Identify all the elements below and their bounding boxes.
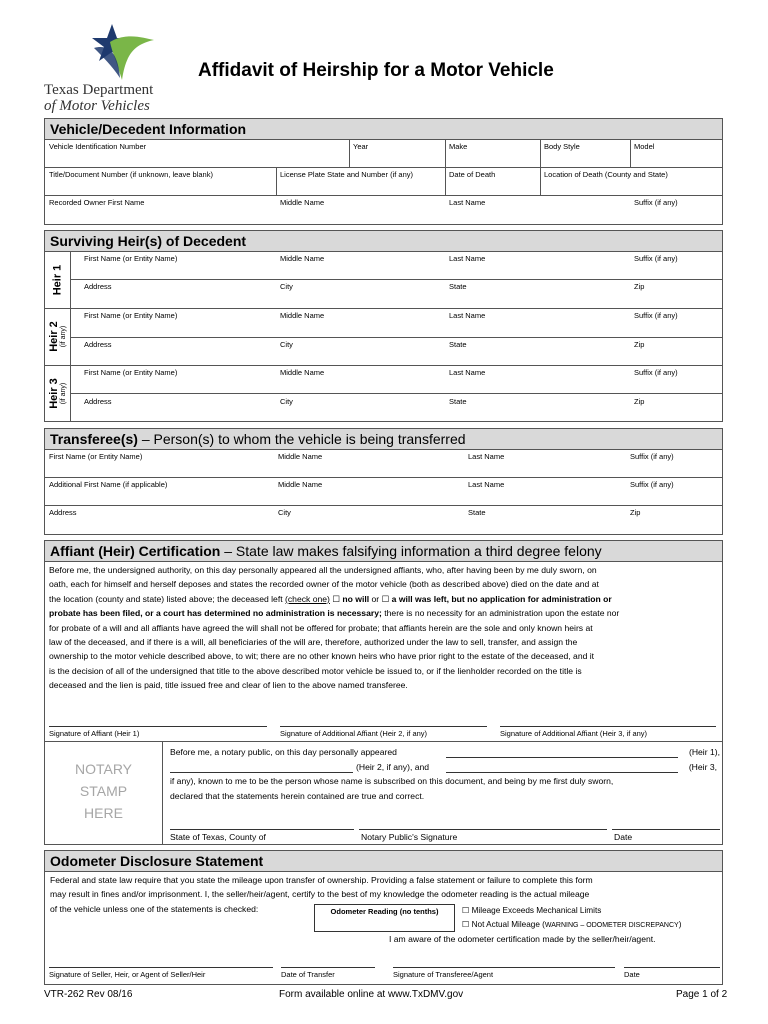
- mileage-exceeds-checkbox[interactable]: ☐ Mileage Exceeds Mechanical Limits: [462, 906, 602, 915]
- check-one-label: (check one): [285, 593, 330, 604]
- heir2-address-field[interactable]: Address: [84, 340, 112, 349]
- heir3-city-field[interactable]: City: [280, 397, 293, 406]
- heir-1-label: Heir 1: [51, 264, 64, 295]
- seller-signature-field[interactable]: Signature of Seller, Heir, or Agent of Seller/Heir: [49, 970, 206, 979]
- transferee-state-field[interactable]: State: [468, 508, 486, 517]
- model-field[interactable]: Model: [634, 142, 655, 151]
- notary-county-field[interactable]: State of Texas, County of: [170, 832, 266, 842]
- notary-stamp-area: NOTARY STAMP HERE: [74, 761, 133, 821]
- notary-signature-field[interactable]: Notary Public's Signature: [361, 832, 458, 842]
- heir1-last-name-field[interactable]: Last Name: [449, 254, 486, 263]
- odometer-aware-statement: I am aware of the odometer certification made by the seller/heir/agent.: [389, 934, 656, 944]
- heir3-address-field[interactable]: Address: [84, 397, 112, 406]
- heir3-suffix-field[interactable]: Suffix (if any): [634, 368, 678, 377]
- heir-3-label: Heir 3 (if any): [47, 378, 67, 409]
- heir2-zip-field[interactable]: Zip: [634, 340, 645, 349]
- agency-name-line2: of Motor Vehicles: [44, 98, 150, 114]
- txdmv-logo: [44, 22, 174, 114]
- heirs-section-heading: Surviving Heir(s) of Decedent: [44, 230, 723, 252]
- location-of-death-field[interactable]: Location of Death (County and State): [544, 170, 668, 179]
- additional-suffix-field[interactable]: Suffix (if any): [630, 480, 674, 489]
- page-number: Page 1 of 2: [676, 989, 728, 1000]
- heir1-state-field[interactable]: State: [449, 282, 467, 291]
- form-id: VTR-262 Rev 08/16: [44, 989, 133, 1000]
- date-of-transfer-field[interactable]: Date of Transfer: [281, 970, 335, 979]
- heir1-address-field[interactable]: Address: [84, 282, 112, 291]
- heir2-state-field[interactable]: State: [449, 340, 467, 349]
- body-style-field[interactable]: Body Style: [544, 142, 580, 151]
- heir1-middle-name-field[interactable]: Middle Name: [280, 254, 325, 263]
- transferee-first-name-field[interactable]: First Name (or Entity Name): [49, 452, 143, 461]
- heir-2-label: Heir 2 (if any): [47, 321, 67, 352]
- owner-middle-name-field[interactable]: Middle Name: [280, 198, 325, 207]
- date-of-death-field[interactable]: Date of Death: [449, 170, 496, 179]
- heir3-last-name-field[interactable]: Last Name: [449, 368, 486, 377]
- heir2-last-name-field[interactable]: Last Name: [449, 311, 486, 320]
- heir2-first-name-field[interactable]: First Name (or Entity Name): [84, 311, 178, 320]
- affiant-heir1-signature[interactable]: Signature of Affiant (Heir 1): [49, 729, 140, 738]
- form-online-note: Form available online at www.TxDMV.gov: [279, 989, 464, 1000]
- additional-first-name-field[interactable]: Additional First Name (if applicable): [49, 480, 168, 489]
- transferee-suffix-field[interactable]: Suffix (if any): [630, 452, 674, 461]
- heir2-city-field[interactable]: City: [280, 340, 293, 349]
- heir2-suffix-field[interactable]: Suffix (if any): [634, 311, 678, 320]
- owner-first-name-field[interactable]: Recorded Owner First Name: [49, 198, 145, 207]
- form-title: Affidavit of Heirship for a Motor Vehicle: [198, 60, 554, 81]
- additional-middle-name-field[interactable]: Middle Name: [278, 480, 323, 489]
- affiant-heir2-signature[interactable]: Signature of Additional Affiant (Heir 2, if any): [280, 729, 428, 738]
- transferee-section-heading: Transferee(s) – Person(s) to whom the vehicle is being transferred: [44, 428, 723, 450]
- not-actual-mileage-checkbox[interactable]: ☐ Not Actual Mileage (WARNING – ODOMETER DISCREPANCY): [462, 920, 682, 929]
- owner-last-name-field[interactable]: Last Name: [449, 198, 486, 207]
- affiant-statement: Before me, the undersigned authority, on this day personally appeared all the undersigned affiants, who, after having been by me duly sworn, on oath, each for himself and herself deposes and states the recorded owner of the motor vehicle (both as described above) died on the date and at the location (county and state) listed above; the deceased left (check one) ☐ no will or ☐ a will was left, but no application for administration or probate has been filed, or a court has determined no administration is necessary; there is no necessity for an administration upon the estate nor for probate of a will and all affiants have agreed the will shall not be offered for probate; that affiants herein are the sole and only known heirs at law of the deceased, and if there is a will, all beneficiaries of the will are, therefore, authorized under the law to sell, transfer, and assign the ownership to the motor vehicle described above, to wit; there are no other known heirs who have prior right to the estate of the deceased, and it is the decision of all of the undersigned that title to the above described motor vehicle be issued to, or if the lienholder recorded on the title is deceased and the lien is paid, title issued free and clear of lien to the above named transferee.: [49, 565, 620, 691]
- affiant-section-heading: Affiant (Heir) Certification – State law makes falsifying information a third degree felony: [44, 540, 723, 562]
- heir2-middle-name-field[interactable]: Middle Name: [280, 311, 325, 320]
- transferee-zip-field[interactable]: Zip: [630, 508, 641, 517]
- additional-last-name-field[interactable]: Last Name: [468, 480, 505, 489]
- vehicle-section-heading: Vehicle/Decedent Information: [44, 118, 723, 140]
- heir3-state-field[interactable]: State: [449, 397, 467, 406]
- vin-field[interactable]: Vehicle Identification Number: [49, 142, 147, 151]
- heir1-suffix-field[interactable]: Suffix (if any): [634, 254, 678, 263]
- agency-name-line1: Texas Department: [44, 82, 154, 98]
- will-left-option[interactable]: a will was left, but no application for administration or: [391, 593, 612, 604]
- title-number-field[interactable]: Title/Document Number (if unknown, leave blank): [49, 170, 213, 179]
- transferee-table: [44, 449, 723, 535]
- heir3-middle-name-field[interactable]: Middle Name: [280, 368, 325, 377]
- odometer-section-heading: Odometer Disclosure Statement: [44, 850, 723, 872]
- affiant-heir3-signature[interactable]: Signature of Additional Affiant (Heir 3, if any): [500, 729, 648, 738]
- year-field[interactable]: Year: [353, 142, 369, 151]
- heir3-first-name-field[interactable]: First Name (or Entity Name): [84, 368, 178, 377]
- transferee-last-name-field[interactable]: Last Name: [468, 452, 505, 461]
- heir3-zip-field[interactable]: Zip: [634, 397, 645, 406]
- odometer-statement: Federal and state law require that you state the mileage upon transfer of ownership. Providing a false statement or failure to complete this form may result in fines and/or imprisonment. I, the seller/heir/agent, certify to the best of my knowledge the odometer reading is the actual mileage of the vehicle unless one of the statements is checked:: [50, 875, 593, 914]
- heir1-first-name-field[interactable]: First Name (or Entity Name): [84, 254, 178, 263]
- transferee-middle-name-field[interactable]: Middle Name: [278, 452, 323, 461]
- vehicle-table: [44, 139, 723, 225]
- transferee-address-field[interactable]: Address: [49, 508, 77, 517]
- owner-suffix-field[interactable]: Suffix (if any): [634, 198, 678, 207]
- notary-date-field[interactable]: Date: [614, 832, 633, 842]
- star-logo-icon: [74, 22, 154, 86]
- heir1-zip-field[interactable]: Zip: [634, 282, 645, 291]
- notary-statement: Before me, a notary public, on this day personally appeared (Heir 1), (Heir 2, if any), and (Heir 3, if any), known to me to be the person whose name is subscribed on this document, and being by me first duly sworn, declared that the statements herein contained are true and correct.: [170, 747, 720, 801]
- odometer-date-field[interactable]: Date: [624, 970, 640, 979]
- no-will-option[interactable]: no will: [342, 593, 370, 604]
- transferee-city-field[interactable]: City: [278, 508, 291, 517]
- heir1-city-field[interactable]: City: [280, 282, 293, 291]
- transferee-signature-field[interactable]: Signature of Transferee/Agent: [393, 970, 494, 979]
- license-plate-field[interactable]: License Plate State and Number (if any): [280, 170, 413, 179]
- make-field[interactable]: Make: [449, 142, 468, 151]
- odometer-reading-field[interactable]: Odometer Reading (no tenths): [314, 904, 455, 932]
